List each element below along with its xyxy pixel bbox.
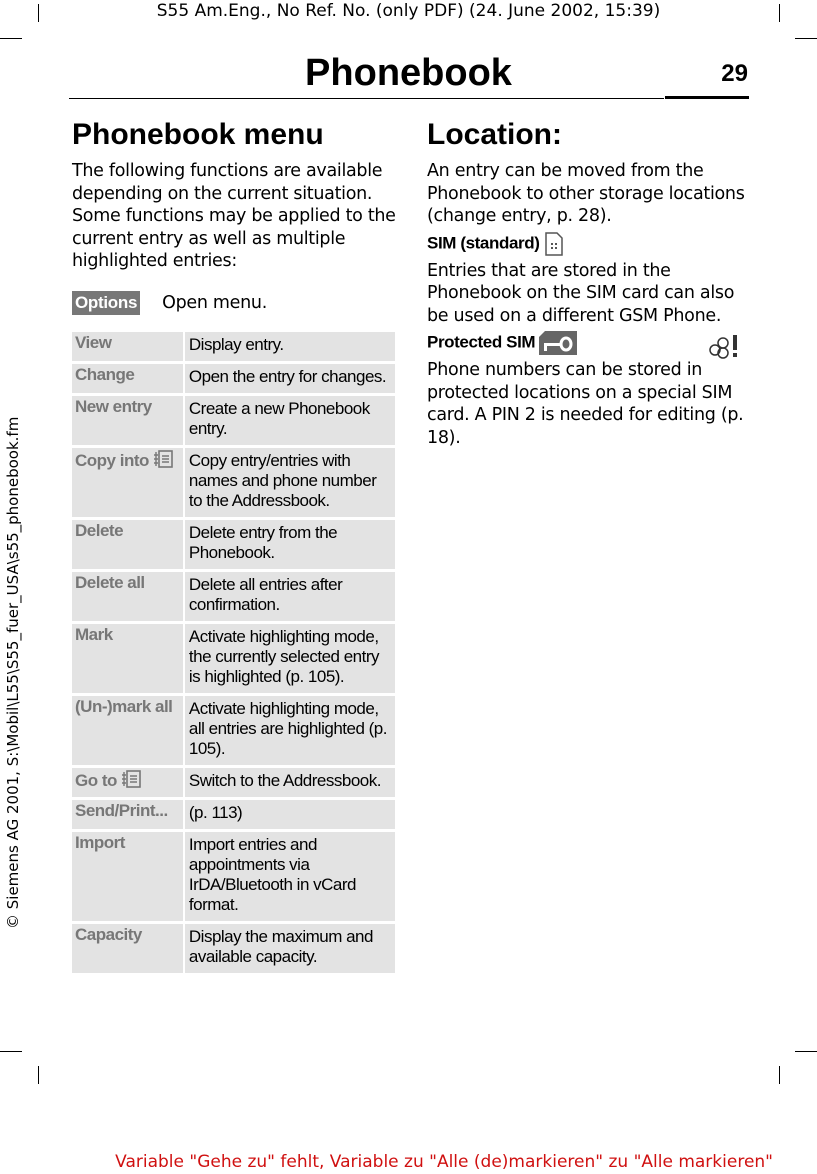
left-column bbox=[72, 118, 397, 976]
menu-item-text: Mark bbox=[75, 625, 113, 644]
section-heading: Phonebook menu bbox=[72, 118, 324, 151]
menu-item-label bbox=[72, 624, 183, 693]
menu-item-description: Copy entry/entries with names and phone number to the Addressbook. bbox=[185, 448, 395, 517]
protected-sim-key-icon bbox=[539, 331, 577, 355]
menu-item-label bbox=[72, 332, 183, 361]
menu-row bbox=[72, 696, 395, 765]
menu-item-label bbox=[72, 520, 183, 569]
menu-table bbox=[70, 329, 397, 976]
menu-item-label bbox=[72, 572, 183, 621]
addressbook-icon bbox=[153, 449, 173, 469]
protected-sim-text: Phone numbers can be stored in protected locations on a special SIM card. A PIN 2 is needed for editing (p. 18). bbox=[427, 360, 744, 448]
menu-item-text: Delete bbox=[75, 521, 124, 540]
intro-text: The following functions are available depending on the current situation. Some functions may be applied to the current entry as well as multiple highlighted entries: bbox=[72, 161, 396, 271]
menu-item-description: Activate highlighting mode, all entries are highlighted (p. 105). bbox=[185, 696, 395, 765]
options-softkey[interactable]: Options bbox=[72, 291, 140, 316]
running-head: S55 Am.Eng., No Ref. No. (only PDF) (24. June 2002, 15:39) bbox=[156, 1, 661, 21]
menu-item-description: Display the maximum and available capacity. bbox=[185, 924, 395, 973]
protected-sim-heading bbox=[427, 331, 747, 355]
page-title: Phonebook bbox=[305, 52, 512, 94]
menu-row bbox=[72, 448, 395, 517]
menu-item-label bbox=[72, 768, 183, 797]
menu-item-label bbox=[72, 924, 183, 973]
sim-card-icon bbox=[544, 232, 564, 256]
menu-item-label bbox=[72, 696, 183, 765]
menu-item-text: View bbox=[75, 333, 112, 352]
menu-item-text: (Un-)mark all bbox=[75, 697, 173, 716]
side-file-path: © Siemens AG 2001, S:\Mobil\L55\S55_fuer_USA\s55_phonebook.fm bbox=[4, 416, 22, 929]
crop-mark bbox=[795, 1051, 817, 1052]
crop-mark bbox=[779, 1066, 780, 1084]
menu-item-description: Switch to the Addressbook. bbox=[185, 768, 395, 797]
page-number: 29 bbox=[721, 60, 748, 87]
network-service-icon bbox=[707, 333, 741, 359]
menu-item-description: Activate highlighting mode, the currently selected entry is highlighted (p. 105). bbox=[185, 624, 395, 693]
menu-item-label bbox=[72, 448, 183, 517]
menu-item-label bbox=[72, 396, 183, 445]
sim-heading-text: SIM (standard) bbox=[427, 232, 540, 252]
footer-note: Variable "Gehe zu" fehlt, Variable zu "Alle (de)markieren" zu "Alle markieren" bbox=[115, 1152, 773, 1172]
menu-item-text: Import bbox=[75, 833, 125, 852]
menu-item-text: New entry bbox=[75, 397, 152, 416]
protected-sim-heading-text: Protected SIM bbox=[427, 332, 536, 352]
crop-mark bbox=[38, 1066, 39, 1084]
menu-row bbox=[72, 520, 395, 569]
menu-row bbox=[72, 768, 395, 797]
menu-item-description: Delete entry from the Phonebook. bbox=[185, 520, 395, 569]
menu-item-text: Change bbox=[75, 365, 135, 384]
right-column bbox=[427, 118, 747, 449]
softkey-row bbox=[72, 291, 397, 316]
sim-text: Entries that are stored in the Phonebook on the SIM card can also be used on a different GSM Phone. bbox=[427, 260, 735, 326]
crop-mark bbox=[795, 38, 817, 39]
crop-mark bbox=[0, 1051, 22, 1052]
header-rule-thick bbox=[665, 96, 749, 99]
menu-item-text: Send/Print... bbox=[75, 801, 168, 820]
menu-row bbox=[72, 800, 395, 829]
menu-item-description: Open the entry for changes. bbox=[185, 364, 395, 393]
location-intro: An entry can be moved from the Phonebook to other storage locations (change entry, p. 28). bbox=[427, 161, 745, 226]
menu-row bbox=[72, 624, 395, 693]
menu-item-text: Go to bbox=[75, 771, 117, 790]
menu-item-text: Capacity bbox=[75, 925, 142, 944]
menu-item-description: Delete all entries after confirmation. bbox=[185, 572, 395, 621]
menu-row bbox=[72, 364, 395, 393]
addressbook-icon bbox=[121, 769, 141, 789]
menu-item-description: Display entry. bbox=[185, 332, 395, 361]
header-rule bbox=[69, 98, 664, 99]
menu-row bbox=[72, 572, 395, 621]
menu-item-label bbox=[72, 364, 183, 393]
sim-heading bbox=[427, 232, 747, 256]
crop-mark bbox=[0, 38, 22, 39]
softkey-desc: Open menu. bbox=[162, 292, 267, 313]
menu-item-text: Copy into bbox=[75, 451, 149, 470]
menu-item-text: Delete all bbox=[75, 573, 145, 592]
menu-item-description: Import entries and appointments via IrDA/Bluetooth in vCard format. bbox=[185, 832, 395, 921]
menu-item-description: Create a new Phonebook entry. bbox=[185, 396, 395, 445]
menu-row bbox=[72, 924, 395, 973]
menu-row bbox=[72, 332, 395, 361]
menu-item-description: (p. 113) bbox=[185, 800, 395, 829]
section-heading: Location: bbox=[427, 118, 562, 151]
menu-item-label bbox=[72, 800, 183, 829]
menu-row bbox=[72, 396, 395, 445]
menu-row bbox=[72, 832, 395, 921]
menu-item-label bbox=[72, 832, 183, 921]
